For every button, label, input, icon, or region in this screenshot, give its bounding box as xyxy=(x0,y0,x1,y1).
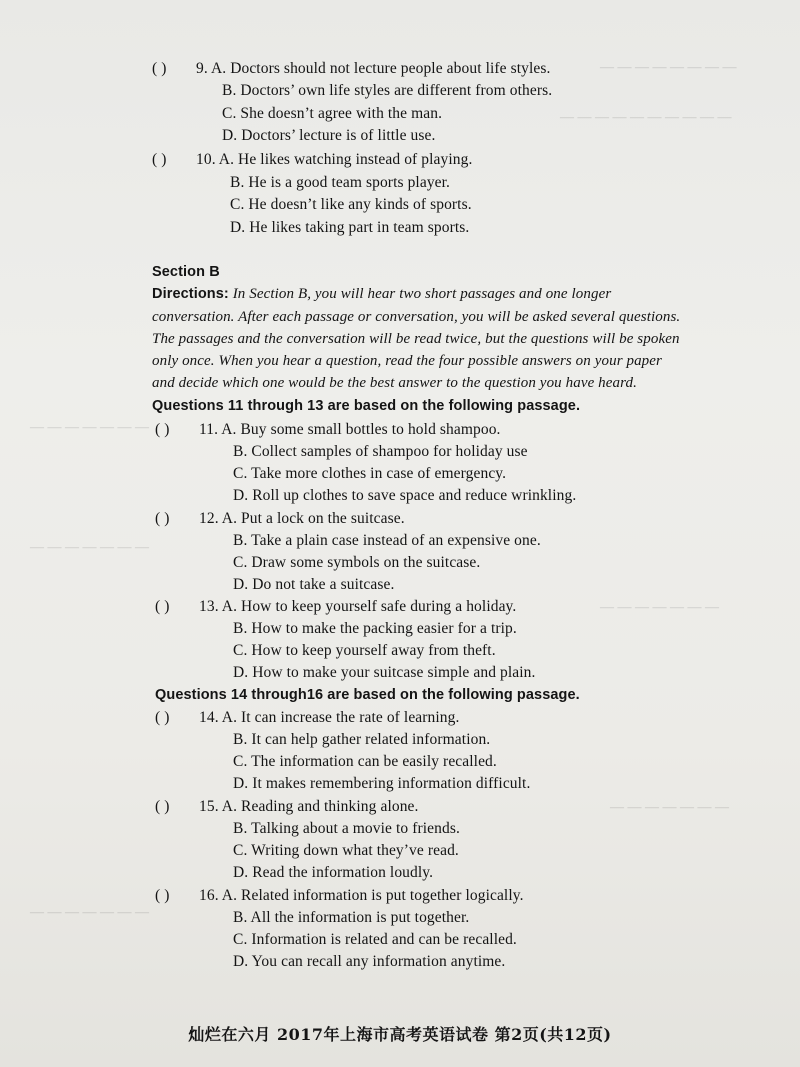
q11-option-c: C. Take more clothes in case of emergency. xyxy=(233,465,507,482)
q14-option-d: D. It makes remembering information difficult. xyxy=(233,775,531,792)
q9-option-a xyxy=(152,60,550,78)
q13-option-a xyxy=(155,598,516,616)
directions-text-1: In Section B, you will hear two short passages and one longer xyxy=(232,286,612,302)
directions-label: Directions: xyxy=(152,286,229,302)
q11-option-d: D. Roll up clothes to save space and reduce wrinkling. xyxy=(233,487,577,504)
section-b-heading: Section B xyxy=(152,264,220,280)
q14-option-c: C. The information can be easily recalled. xyxy=(233,753,497,770)
q9-a-text: 9. A. Doctors should not lecture people about life styles. xyxy=(196,60,551,77)
q12-a-text: 12. A. Put a lock on the suitcase. xyxy=(199,510,405,527)
q16-option-b: B. All the information is put together. xyxy=(233,909,470,926)
q9-option-c: C. She doesn’t agree with the man. xyxy=(222,105,443,122)
q12-answer-blank[interactable]: ( ) xyxy=(155,510,170,527)
directions-line-5: and decide which one would be the best answer to the question you have heard. xyxy=(152,375,637,391)
q15-option-d: D. Read the information loudly. xyxy=(233,864,434,881)
q10-option-c: C. He doesn’t like any kinds of sports. xyxy=(230,196,472,213)
q15-option-a xyxy=(155,798,419,816)
q9-answer-blank[interactable]: ( ) xyxy=(152,60,167,77)
q14-option-b: B. It can help gather related information. xyxy=(233,731,491,748)
q14-a-text: 14. A. It can increase the rate of learning. xyxy=(199,709,460,726)
q12-option-c: C. Draw some symbols on the suitcase. xyxy=(233,554,481,571)
q11-option-a xyxy=(155,421,501,439)
q10-answer-blank[interactable]: ( ) xyxy=(152,151,167,168)
q11-a-text: 11. A. Buy some small bottles to hold shampoo. xyxy=(199,421,501,438)
q10-option-a xyxy=(152,151,472,169)
page-footer: 灿烂在六月 2017年上海市高考英语试卷 第2页(共12页) xyxy=(188,1025,612,1044)
q13-answer-blank[interactable]: ( ) xyxy=(155,598,170,615)
q13-option-b: B. How to make the packing easier for a trip. xyxy=(233,620,517,637)
q12-option-a xyxy=(155,510,405,528)
q9-option-d: D. Doctors’ lecture is of little use. xyxy=(222,127,436,144)
directions-line-4: only once. When you hear a question, read the four possible answers on your paper xyxy=(152,353,662,369)
q16-answer-blank[interactable]: ( ) xyxy=(155,887,170,904)
q16-option-a xyxy=(155,887,524,905)
q12-option-d: D. Do not take a suitcase. xyxy=(233,576,395,593)
q11-option-b: B. Collect samples of shampoo for holiday use xyxy=(233,443,528,460)
questions-14-16-heading: Questions 14 through16 are based on the following passage. xyxy=(155,687,580,703)
directions-line-2: conversation. After each passage or conversation, you will be asked several questions. xyxy=(152,309,681,325)
q13-option-d: D. How to make your suitcase simple and plain. xyxy=(233,664,536,681)
q10-option-d: D. He likes taking part in team sports. xyxy=(230,219,470,236)
q11-answer-blank[interactable]: ( ) xyxy=(155,421,170,438)
q16-a-text: 16. A. Related information is put together logically. xyxy=(199,887,524,904)
q16-option-d: D. You can recall any information anytime. xyxy=(233,953,506,970)
questions-11-13-heading: Questions 11 through 13 are based on the following passage. xyxy=(152,398,581,414)
q12-option-b: B. Take a plain case instead of an expensive one. xyxy=(233,532,541,549)
q14-option-a xyxy=(155,709,459,727)
q15-answer-blank[interactable]: ( ) xyxy=(155,798,170,815)
q15-a-text: 15. A. Reading and thinking alone. xyxy=(199,798,419,815)
q16-option-c: C. Information is related and can be recalled. xyxy=(233,931,517,948)
exam-page: — — — — — — — — — — — — — — — — — — — — — — — — — — — — — — — — — — — — — — — — — — — — — — — — — — — — — ( ) 9. A. Doctors should not lecture people about life styles. B. Doctors’ own life styles are different from others. C. She doesn’t agree with the man. D. Doctors’ lecture is of little use. ( ) 10. A. He likes watching instead of playing. B. He is a good team sports player. C. He doesn’t like any kinds of sports. D. He likes taking part in team sports. Section B Directions: In Section B, you will hear two short passages and one longer conversation. After each passage or conversation, you will be asked several questions. The passages and the conversation will be read twice, but the questions will be spoken only once. When you hear a question, read the four possible answers on your paper and decide which one would be the best answer to the question you have heard. Questions 11 through 13 are based on the following passage. ( ) 11. A. Buy some small bottles to hold shampoo. B. Collect samples of shampoo for holiday use C. Take more clothes in case of emergency. D. Roll up clothes to save space and reduce wrinkling. ( ) 12. A. Put a lock on the suitcase. B. Take a plain case instead of an expensive one. C. Draw some symbols on the suitcase. D. Do not take a suitcase. ( ) 13. A. How to keep yourself safe during a holiday. B. How to make the packing easier for a trip. C. How to keep yourself away from theft. D. How to make your suitcase simple and plain. Questions 14 through16 are based on the following passage. ( ) 14. A. It can increase the rate of learning. B. It can help gather related information. C. The information can be easily recalled. D. It makes remembering information difficult. ( ) 15. A. Reading and thinking alone. B. Talking about a movie to friends. C. Writing down what they’ve read. D. Read the information loudly. ( ) 16. A. Related information is put together logically. B. All the information is put together. C. Information is related and can be recalled. D. You can recall any information anytime. 灿烂在六月 2017年上海市高考英语试卷 第2页(共12页) xyxy=(0,0,800,1067)
q15-option-c: C. Writing down what they’ve read. xyxy=(233,842,459,859)
q10-option-b: B. He is a good team sports player. xyxy=(230,174,451,191)
q15-option-b: B. Talking about a movie to friends. xyxy=(233,820,460,837)
directions-line-3: The passages and the conversation will be read twice, but the questions will be spoken xyxy=(152,331,680,347)
directions-line-1 xyxy=(152,286,611,303)
q13-a-text: 13. A. How to keep yourself safe during a holiday. xyxy=(199,598,517,615)
q9-option-b: B. Doctors’ own life styles are different from others. xyxy=(222,82,553,99)
q14-answer-blank[interactable]: ( ) xyxy=(155,709,170,726)
q10-a-text: 10. A. He likes watching instead of playing. xyxy=(196,151,473,168)
q13-option-c: C. How to keep yourself away from theft. xyxy=(233,642,496,659)
